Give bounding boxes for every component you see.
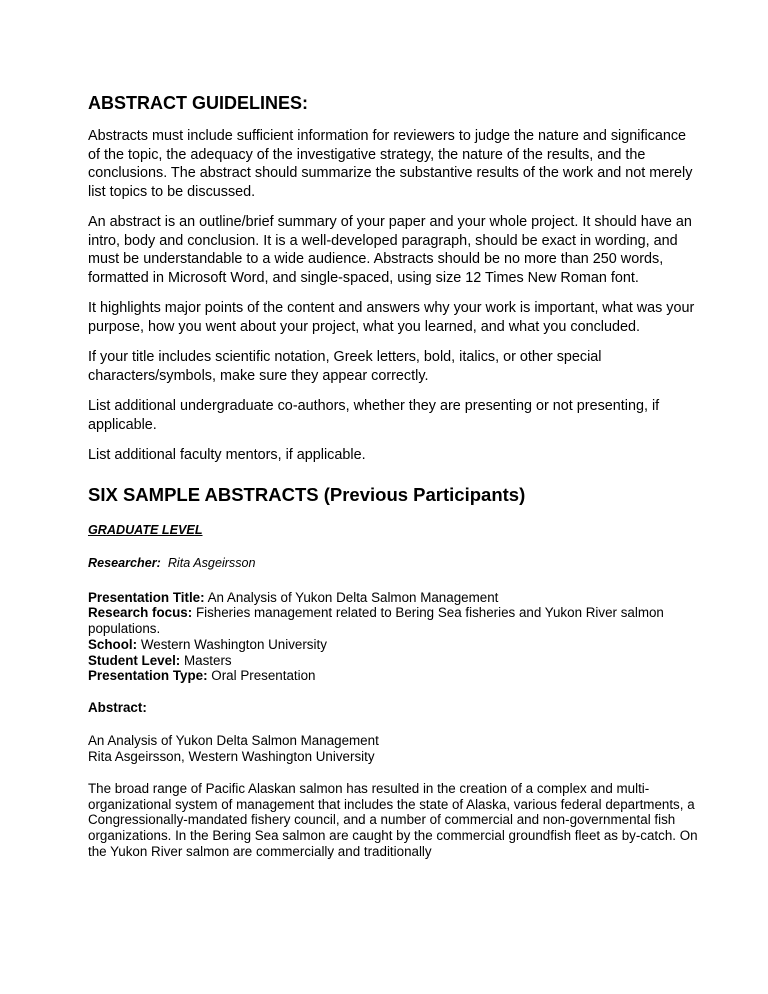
detail-label: School: [88, 636, 138, 652]
researcher-name: Rita Asgeirsson [167, 555, 256, 570]
detail-label: Student Level: [88, 652, 181, 668]
abstract-header [88, 733, 698, 765]
guideline-paragraph: If your title includes scientific notation, Greek letters, bold, italics, or other special characters/symbols, make sure they appear correctly. [88, 349, 602, 384]
detail-value: Oral Presentation [211, 668, 316, 684]
detail-label: Research focus: [88, 605, 193, 621]
detail-value: Fisheries management related to Bering Sea fisheries and Yukon River salmon populations. [88, 605, 664, 637]
abstract-author: Rita Asgeirsson, Western Washington University [88, 749, 375, 765]
abstract-text: The broad range of Pacific Alaskan salmon has resulted in the creation of a complex and multi-organizational system of management that includes the state of Alaska, various federal departments, a Congressionally-mandated fishery council, and a number of commercial and non-governmental fish organizations. In the Bering Sea salmon are caught by the commercial groundfish fleet as by-catch. On the Yukon River salmon are commercially and traditionally [88, 780, 698, 860]
researcher-line [88, 556, 698, 571]
detail-value: Masters [184, 652, 232, 668]
detail-type [88, 668, 698, 684]
guideline-paragraph: An abstract is an outline/brief summary of your paper and your whole project. It should have an intro, body and conclusion. It is a well-developed paragraph, should be exact in wording, and must be understandable to a wide audience. Abstracts should be no more than 250 words, formatted in Microsoft Word, and single-spaced, using size 12 Times New Roman font. [88, 214, 692, 286]
detail-level [88, 653, 698, 669]
detail-focus [88, 605, 698, 637]
abstract-title: An Analysis of Yukon Delta Salmon Management [88, 733, 379, 749]
detail-value: Western Washington University [140, 636, 327, 652]
guideline-paragraph: It highlights major points of the content and answers why your work is important, what was your purpose, how you went about your project, what you learned, and what you concluded. [88, 300, 695, 335]
detail-label: Presentation Type: [88, 668, 208, 684]
researcher-label: Researcher: [88, 555, 161, 570]
detail-title [88, 590, 698, 606]
guideline-paragraph: List additional undergraduate co-authors, whether they are presenting or not presenting, if applicable. [88, 398, 660, 433]
presentation-details [88, 590, 698, 685]
detail-school [88, 637, 698, 653]
abstract-label: Abstract: [88, 700, 147, 716]
detail-label: Presentation Title: [88, 589, 205, 605]
detail-value: An Analysis of Yukon Delta Salmon Management [207, 589, 499, 605]
guideline-paragraph: List additional faculty mentors, if applicable. [88, 447, 366, 463]
guideline-paragraph: Abstracts must include sufficient information for reviewers to judge the nature and significance of the topic, the adequacy of the investigative strategy, the nature of the results, and the conclusions. The abstract should summarize the substantive results of the work and not merely list topics to be discussed. [88, 128, 693, 200]
document-page [88, 93, 698, 871]
level-heading: GRADUATE LEVEL [88, 522, 203, 537]
samples-heading: SIX SAMPLE ABSTRACTS (Previous Participants) [88, 483, 526, 505]
guidelines-heading: ABSTRACT GUIDELINES: [88, 93, 308, 113]
